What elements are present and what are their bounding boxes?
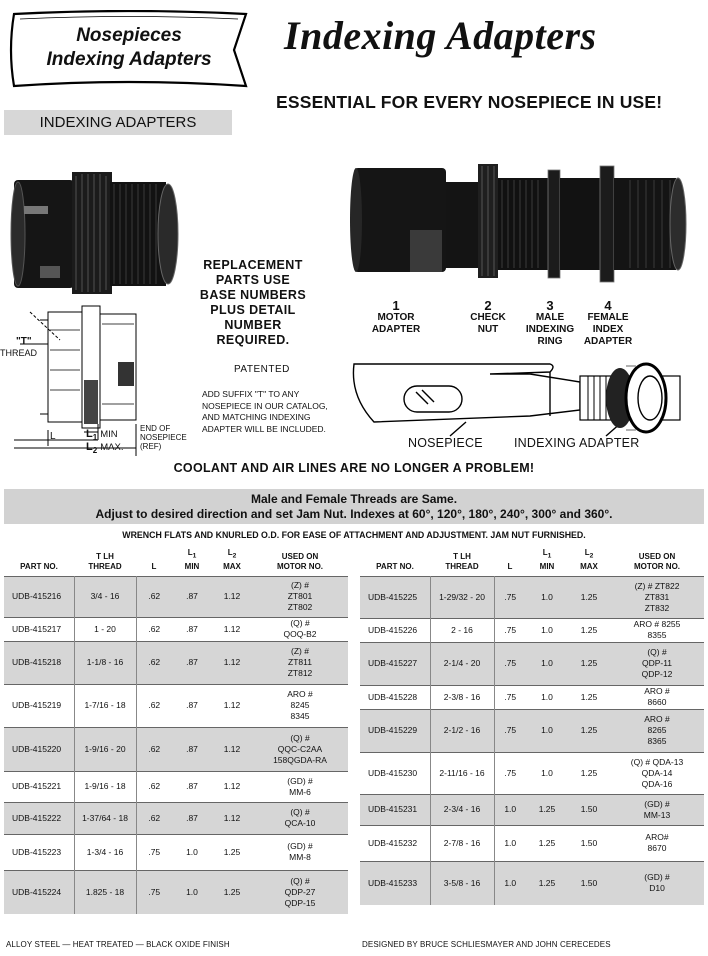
l1-min-cell: .87 [172, 727, 212, 771]
l-cell: .75 [494, 618, 526, 642]
thread-label: THREAD [0, 348, 38, 358]
part-label-4-line2: INDEX [592, 324, 624, 335]
indexing-adapter-caption: INDEXING ADAPTER [514, 436, 640, 450]
table-header-row [360, 542, 704, 576]
coolant-note: COOLANT AND AIR LINES ARE NO LONGER A PROBLEM! [173, 461, 535, 475]
l2-max-cell: 1.25 [568, 752, 610, 794]
parts-table-left [4, 542, 348, 914]
section-label: INDEXING ADAPTERS [4, 110, 232, 135]
l2-max-cell: 1.25 [212, 834, 252, 870]
l-label: L [50, 431, 56, 442]
header-l2-top [568, 548, 610, 562]
part-label-1-line1: MOTOR [377, 312, 415, 323]
l2-max-cell: 1.50 [568, 794, 610, 825]
logo-banner [6, 10, 252, 90]
l1-min-cell: 1.0 [526, 685, 568, 709]
motor-cell: (Q) # QDP-27 QDP-15 [252, 870, 348, 914]
l1-min-cell: .87 [172, 576, 212, 617]
parts-table-right [360, 542, 704, 905]
l1-min-cell: 1.0 [526, 618, 568, 642]
l2-letter: L [86, 441, 93, 453]
table-row [360, 752, 704, 794]
header-l2-max: MAX [223, 561, 241, 571]
l-cell: 1.0 [494, 861, 526, 905]
part-number-2: 2 [484, 298, 492, 313]
header-thread-line1: T LH [96, 551, 114, 561]
l-cell: .75 [494, 685, 526, 709]
l-cell: .62 [136, 576, 172, 617]
nosepiece-caption: NOSEPIECE [408, 436, 483, 450]
part-number-cell: UDB-415225 [360, 576, 430, 618]
part-label-4-line3: ADAPTER [583, 336, 633, 347]
header-thread [430, 542, 494, 576]
l2-max-cell: 1.12 [212, 617, 252, 641]
suffix-note: ADD SUFFIX "T" TO ANY NOSEPIECE IN OUR CATALOG, AND MATCHING INDEXING ADAPTER WILL BE INCLUDED. [202, 389, 328, 434]
motor-cell: ARO # 8660 [610, 685, 704, 709]
part-number-cell: UDB-415227 [360, 642, 430, 685]
l1-min-cell: .87 [172, 684, 212, 727]
part-number-3: 3 [546, 298, 554, 313]
table-row [360, 825, 704, 861]
header-used-line2: MOTOR NO. [276, 561, 324, 571]
part-label-3-line2: INDEXING [525, 324, 575, 335]
l1-subscript: 1 [92, 433, 98, 443]
header-used-line1: USED ON [638, 551, 676, 561]
l2-max-cell: 1.12 [212, 802, 252, 834]
footer-designer-note: DESIGNED BY BRUCE SCHLIESMAYER AND JOHN CERECEDES [362, 940, 611, 949]
thread-cell: 1-37/64 - 18 [74, 802, 136, 834]
thread-cell: 2-1/2 - 16 [430, 709, 494, 752]
part-label-4 [578, 300, 638, 348]
motor-cell: ARO # 8255 8355 [610, 618, 704, 642]
header-l2-sub: 2 [589, 552, 594, 560]
thread-cell: 2-7/8 - 16 [430, 825, 494, 861]
thread-info-line-1: Male and Female Threads are Same. [250, 492, 458, 506]
end-of-nosepiece-label [140, 424, 187, 451]
logo-line-2: Indexing Adapters [46, 49, 212, 70]
l2-max-cell: 1.25 [212, 870, 252, 914]
l2-max-cell: 1.12 [212, 576, 252, 617]
header-used-on [252, 542, 348, 576]
motor-cell: ARO # 8245 8345 [252, 684, 348, 727]
thread-cell: 1-3/4 - 16 [74, 834, 136, 870]
page-subtitle: ESSENTIAL FOR EVERY NOSEPIECE IN USE! [276, 92, 663, 112]
table-row [360, 861, 704, 905]
l2-max-cell: 1.25 [568, 709, 610, 752]
table-row [4, 727, 348, 771]
l1-letter: L [86, 428, 93, 440]
header-l2-letter: L [227, 547, 233, 557]
l1-min-cell: 1.0 [526, 642, 568, 685]
thread-cell: 2-1/4 - 20 [430, 642, 494, 685]
header-part-no: PART NO. [20, 561, 58, 571]
motor-cell: (Q) # QDA-13 QDA-14 QDA-16 [610, 752, 704, 794]
thread-cell: 1-9/16 - 20 [74, 727, 136, 771]
table-row [4, 576, 348, 617]
adapter-photo [10, 166, 186, 300]
thread-cell: 2-11/16 - 16 [430, 752, 494, 794]
part-number-cell: UDB-415222 [4, 802, 74, 834]
header-l: L [151, 561, 157, 571]
footer-material-note: ALLOY STEEL — HEAT TREATED — BLACK OXIDE FINISH [6, 940, 230, 949]
motor-cell: (GD) # MM-8 [252, 834, 348, 870]
l1-min-cell: .87 [172, 771, 212, 802]
table-row [4, 641, 348, 684]
part-number-cell: UDB-415218 [4, 641, 74, 684]
part-number-cell: UDB-415232 [360, 825, 430, 861]
header-l1-top [172, 548, 212, 562]
ref-text: (REF) [140, 442, 162, 451]
part-number-cell: UDB-415229 [360, 709, 430, 752]
part-number-cell: UDB-415223 [4, 834, 74, 870]
table-row [360, 794, 704, 825]
thread-cell: 1-1/8 - 16 [74, 641, 136, 684]
header-l2 [568, 542, 610, 576]
motor-cell: (GD) # MM-13 [610, 794, 704, 825]
thread-cell: 2-3/4 - 16 [430, 794, 494, 825]
part-number-cell: UDB-415221 [4, 771, 74, 802]
header-used-line1: USED ON [281, 551, 319, 561]
part-label-4-line1: FEMALE [587, 312, 629, 323]
motor-cell: ARO # 8265 8365 [610, 709, 704, 752]
part-number-4: 4 [604, 298, 612, 313]
parts-table-right-body [360, 576, 704, 905]
motor-cell: (Q) # QCA-10 [252, 802, 348, 834]
part-label-3 [520, 300, 580, 348]
part-label-3-line1: MALE [535, 312, 565, 323]
l-cell: .62 [136, 641, 172, 684]
header-l1-sub: 1 [192, 552, 197, 560]
l2-max-cell: 1.50 [568, 861, 610, 905]
motor-cell: (Q) # QQC-C2AA 158QGDA-RA [252, 727, 348, 771]
table-row [4, 684, 348, 727]
header-thread [74, 542, 136, 576]
part-number-cell: UDB-415230 [360, 752, 430, 794]
part-number-1: 1 [392, 298, 400, 313]
motor-cell: (GD) # MM-6 [252, 771, 348, 802]
part-label-2-line2: NUT [477, 324, 499, 335]
l1-min-cell: 1.0 [172, 834, 212, 870]
l-cell: 1.0 [494, 794, 526, 825]
motor-cell: (Z) # ZT811 ZT812 [252, 641, 348, 684]
l-cell: .62 [136, 802, 172, 834]
header-l2-max: MAX [580, 561, 598, 571]
part-number-cell: UDB-415231 [360, 794, 430, 825]
exploded-assembly-photo [350, 160, 694, 300]
part-number-cell: UDB-415224 [4, 870, 74, 914]
header-l2 [212, 542, 252, 576]
l-cell: .75 [494, 752, 526, 794]
header-thread-line2: THREAD [445, 561, 479, 571]
l2-max-cell: 1.25 [568, 618, 610, 642]
part-number-cell: UDB-415217 [4, 617, 74, 641]
motor-cell: (Q) # QDP-11 QDP-12 [610, 642, 704, 685]
l-cell: .75 [494, 709, 526, 752]
part-label-1 [366, 300, 426, 336]
l-cell: .62 [136, 771, 172, 802]
page-title: Indexing Adapters [284, 13, 597, 58]
thread-quote-label: "T" [16, 336, 32, 347]
l2-subscript: 2 [92, 446, 98, 456]
l1-min-cell: 1.0 [526, 752, 568, 794]
thread-cell: 2 - 16 [430, 618, 494, 642]
table-row [360, 618, 704, 642]
l2-label [86, 441, 123, 455]
l2-max-cell: 1.50 [568, 825, 610, 861]
table-row [360, 685, 704, 709]
l1-min-cell: 1.0 [526, 576, 568, 618]
table-row [360, 576, 704, 618]
part-number-cell: UDB-415220 [4, 727, 74, 771]
l2-max-cell: 1.12 [212, 684, 252, 727]
table-row [4, 617, 348, 641]
header-l2-sub: 2 [232, 552, 237, 560]
table-row [360, 709, 704, 752]
motor-cell: (Z) # ZT822 ZT831 ZT832 [610, 576, 704, 618]
l1-min-cell: .87 [172, 617, 212, 641]
part-number-cell: UDB-415216 [4, 576, 74, 617]
table-row [4, 870, 348, 914]
l2-max-cell: 1.25 [568, 685, 610, 709]
header-l1-letter: L [187, 547, 193, 557]
l-cell: .75 [136, 870, 172, 914]
header-l1-min: MIN [184, 561, 200, 571]
thread-cell: 3-5/8 - 16 [430, 861, 494, 905]
logo-line-1: Nosepieces [76, 25, 182, 46]
header-thread-line2: THREAD [88, 561, 122, 571]
part-number-cell: UDB-415233 [360, 861, 430, 905]
thread-cell: 1-9/16 - 18 [74, 771, 136, 802]
l1-min-cell: .87 [172, 641, 212, 684]
l1-min-cell: 1.25 [526, 794, 568, 825]
l1-min-cell: .87 [172, 802, 212, 834]
wrench-note: WRENCH FLATS AND KNURLED O.D. FOR EASE OF ATTACHMENT AND ADJUSTMENT. JAM NUT FURNISHED. [122, 530, 586, 540]
l2-max-cell: 1.12 [212, 641, 252, 684]
parts-table-left-body [4, 576, 348, 914]
part-label-2-line1: CHECK [470, 312, 506, 323]
part-number-cell: UDB-415226 [360, 618, 430, 642]
l2-max-cell: 1.12 [212, 727, 252, 771]
l-cell: .75 [136, 834, 172, 870]
l-cell: .62 [136, 727, 172, 771]
thread-cell: 1.825 - 18 [74, 870, 136, 914]
table-row [4, 834, 348, 870]
motor-cell: (Q) # QOQ-B2 [252, 617, 348, 641]
part-number-cell: UDB-415219 [4, 684, 74, 727]
l1-min-cell: 1.0 [526, 709, 568, 752]
end-of-text: END OF [140, 424, 171, 433]
table-row [4, 802, 348, 834]
l-cell: .75 [494, 576, 526, 618]
header-used-on [610, 542, 704, 576]
motor-cell: ARO# 8670 [610, 825, 704, 861]
l1-suffix: MIN [100, 429, 118, 440]
part-label-1-line2: ADAPTER [371, 324, 421, 335]
nosepiece-text: NOSEPIECE [140, 433, 187, 442]
l2-max-cell: 1.25 [568, 576, 610, 618]
header-part-no: PART NO. [376, 561, 414, 571]
header-l1 [526, 542, 568, 576]
patented-label: PATENTED [234, 364, 290, 375]
l1-min-cell: 1.25 [526, 861, 568, 905]
replacement-note: REPLACEMENT PARTS USE BASE NUMBERS PLUS DETAIL NUMBER REQUIRED. [199, 258, 307, 347]
part-number-cell: UDB-415228 [360, 685, 430, 709]
header-l1-min: MIN [539, 561, 555, 571]
header-l1-letter: L [542, 547, 548, 557]
header-l2-letter: L [584, 547, 590, 557]
l-cell: 1.0 [494, 825, 526, 861]
header-used-line2: MOTOR NO. [633, 561, 681, 571]
thread-cell: 1 - 20 [74, 617, 136, 641]
table-row [360, 642, 704, 685]
l2-max-cell: 1.25 [568, 642, 610, 685]
l1-min-cell: 1.0 [172, 870, 212, 914]
table-header-row [4, 542, 348, 576]
thread-info-band [4, 489, 704, 524]
l-cell: .62 [136, 684, 172, 727]
header-thread-line1: T LH [453, 551, 471, 561]
l-cell: .62 [136, 617, 172, 641]
l-cell: .75 [494, 642, 526, 685]
header-l1 [172, 542, 212, 576]
thread-cell: 3/4 - 16 [74, 576, 136, 617]
header-l1-sub: 1 [547, 552, 552, 560]
l1-min-cell: 1.25 [526, 825, 568, 861]
thread-info-line-2: Adjust to desired direction and set Jam Nut. Indexes at 60°, 120°, 180°, 240°, 300° and 360°. [95, 507, 613, 521]
part-label-3-line3: RING [537, 336, 563, 347]
header-l: L [507, 561, 513, 571]
table-row [4, 771, 348, 802]
thread-cell: 2-3/8 - 16 [430, 685, 494, 709]
motor-cell: (Z) # ZT801 ZT802 [252, 576, 348, 617]
l2-suffix: MAX. [100, 442, 124, 453]
header-l2-top [212, 548, 252, 562]
header-l1-top [526, 548, 568, 562]
thread-cell: 1-7/16 - 18 [74, 684, 136, 727]
l2-max-cell: 1.12 [212, 771, 252, 802]
thread-cell: 1-29/32 - 20 [430, 576, 494, 618]
motor-cell: (GD) # D10 [610, 861, 704, 905]
part-label-2 [458, 300, 518, 336]
